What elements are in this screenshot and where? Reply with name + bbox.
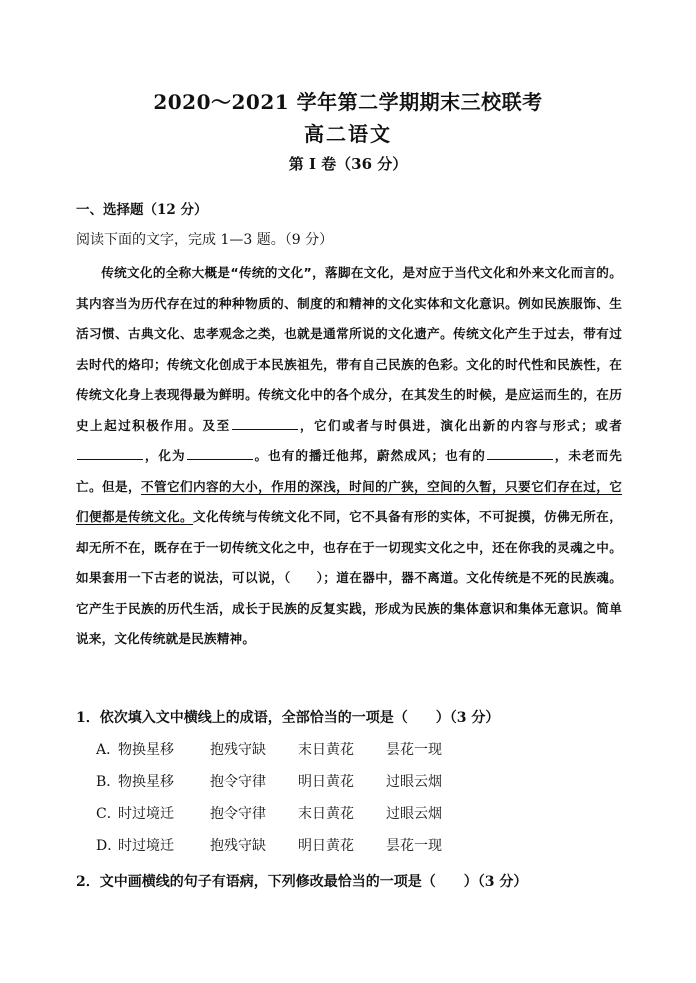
passage-text-2: ，它们或者与时俱进，演化出新的内容与形式；或者	[298, 417, 623, 433]
option-d[interactable]	[96, 835, 478, 855]
volume-title: 第 I 卷（36 分）	[288, 155, 408, 173]
option-label: B．	[96, 774, 121, 790]
option-a[interactable]	[96, 739, 478, 759]
option-item: 昙花一现	[386, 838, 442, 854]
option-item: 末日黄花	[298, 806, 354, 822]
blank-2	[77, 447, 143, 460]
option-label: C．	[96, 806, 121, 822]
option-item: 时过境迁	[118, 838, 174, 854]
passage-text-3: ，化为	[144, 448, 186, 463]
option-item: 末日黄花	[298, 742, 354, 758]
passage-text-1: 传统文化的全称大概是“传统的文化”，落脚在文化，是对应于当代文化和外来文化而言的。其内容当为历代存在过的种种物质的、制度的和精神的文化实体和文化意识。例如民族服饰、生活习惯、古典文化、忠孝观念之类，也就是通常所说的文化遗产。传统文化产生于过去，带有过去时代的烙印；传统文化创成于本民族祖先，带有自己民族的色彩。文化的时代性和民族性，在传统文化身上表现得最为鲜明。传统文化中的各个成分，在其发生的时候，是应运而生的，在历史上起过积极作用。及至	[76, 265, 622, 433]
exam-title: 2020～2021 学年第二学期期末三校联考	[153, 90, 543, 114]
option-item: 时过境迁	[118, 806, 174, 822]
option-item: 物换星移	[118, 774, 174, 790]
option-item: 昙花一现	[386, 742, 442, 758]
option-c[interactable]	[96, 803, 478, 823]
reading-instruction: 阅读下面的文字，完成 1—3 题。（9 分）	[76, 232, 334, 248]
option-item: 抱残守缺	[210, 742, 266, 758]
section-heading: 一、选择题（12 分）	[76, 202, 208, 218]
question-2-stem: 2．文中画横线的句子有语病，下列修改最恰当的一项是（ ）（3 分）	[76, 874, 528, 890]
passage-text-5: ，未老而先亡。但是，	[76, 448, 623, 494]
question-1-stem: 1．依次填入文中横线上的成语，全部恰当的一项是（ ）（3 分）	[76, 710, 500, 726]
option-label: A．	[96, 742, 121, 758]
blank-3	[187, 447, 253, 460]
option-item: 抱令守律	[210, 806, 266, 822]
passage-text-4: 。也有的播迁他邦，蔚然成风；也有的	[253, 448, 486, 463]
option-item: 物换星移	[118, 742, 174, 758]
subject-title: 高二语文	[304, 122, 392, 146]
option-label: D．	[96, 838, 122, 854]
underlined-sentence: 不管它们内容的大小，作用的深浅，时间的广狭，空间的久暂，只要它们存在过，它们便都是传统文化。	[76, 478, 623, 524]
blank-1	[232, 417, 298, 430]
option-item: 抱残守缺	[210, 838, 266, 854]
reading-passage	[76, 258, 622, 655]
option-item: 明日黄花	[298, 838, 354, 854]
option-item: 过眼云烟	[386, 774, 442, 790]
passage-text-6: 文化传统与传统文化不同，它不具备有形的实体，不可捉摸，仿佛无所在，却无所不在，既存在于一切传统文化之中，也存在于一切现实文化之中，还在你我的灵魂之中。如果套用一下古老的说法，可以说，（ ）；道在器中，器不离道。文化传统是不死的民族魂。它产生于民族的历代生活，成长于民族的反复实践，形成为民族的集体意识和集体无意识。简单说来，文化传统就是民族精神。	[76, 509, 622, 646]
blank-4	[487, 447, 553, 460]
option-item: 过眼云烟	[386, 806, 442, 822]
option-item: 明日黄花	[298, 774, 354, 790]
option-b[interactable]	[96, 771, 478, 791]
option-item: 抱令守律	[210, 774, 266, 790]
